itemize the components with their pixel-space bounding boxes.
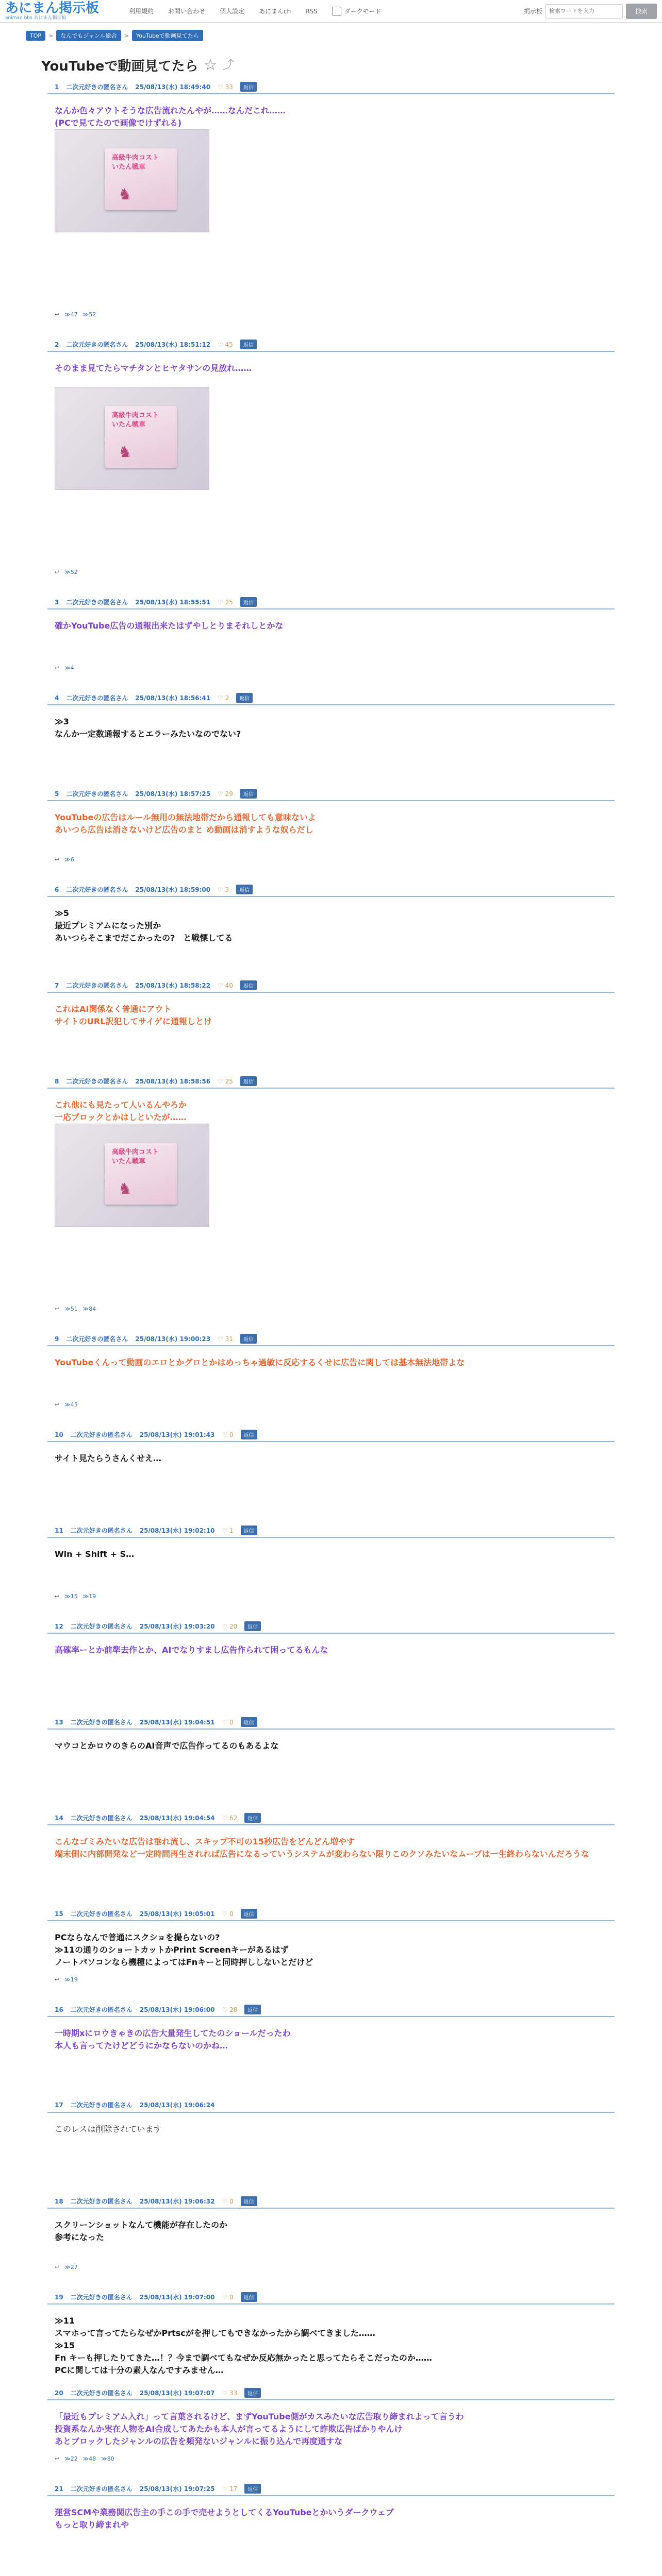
post-author: 二次元好きの匿名さん (66, 790, 128, 798)
like-icon[interactable]: ♡ 25 (218, 598, 233, 606)
reply-button[interactable]: 返信 (240, 1076, 257, 1086)
reply-button[interactable]: 返信 (244, 2005, 261, 2014)
reply-button[interactable]: 返信 (236, 693, 253, 703)
post-divider (47, 1824, 615, 1825)
search-area (524, 4, 657, 19)
reply-button[interactable]: 返信 (240, 597, 257, 607)
reply-button[interactable]: 返信 (244, 1813, 261, 1823)
post-divider (47, 1728, 615, 1730)
like-count: 1 (229, 1527, 234, 1534)
like-icon[interactable]: ♡ 20 (222, 1622, 238, 1630)
post-date: 25/08/13(水) 18:55:51 (135, 599, 211, 606)
reply-button[interactable]: 返信 (240, 1334, 257, 1344)
search-input[interactable] (545, 4, 623, 19)
post-divider (47, 2303, 615, 2304)
post-author: 二次元好きの匿名さん (70, 2485, 133, 2493)
reply-link[interactable]: ≫15 (64, 1593, 78, 1600)
reply-link[interactable]: ≫19 (82, 1593, 96, 1600)
post (47, 1717, 615, 1813)
like-icon[interactable]: ♡ 31 (218, 1335, 233, 1343)
reply-button[interactable]: 返信 (240, 340, 257, 349)
post-date: 25/08/13(水) 19:07:07 (139, 2389, 215, 2397)
like-count: 0 (229, 1910, 234, 1918)
reply-button[interactable]: 返信 (241, 1717, 257, 1727)
post-date: 25/08/13(水) 19:00:23 (135, 1335, 211, 1343)
reply-link[interactable]: ≫47 (64, 311, 78, 318)
like-icon[interactable]: ♡ 25 (218, 1077, 233, 1085)
reply-arrow-icon: ↩ (55, 1401, 60, 1408)
reply-arrow-icon: ↩ (55, 856, 60, 863)
post-footer (55, 1306, 96, 1312)
post-body: PCならなんで普通にスクショを撮らないの? ≫11の通りのショートカットかPrint Screenキーがあるはず ノートパソコンなら機種によってはFnキーと同時押ししないとだけど (55, 1933, 313, 1967)
post-number[interactable]: 11 (55, 1527, 63, 1534)
post-author: 二次元好きの匿名さん (66, 599, 128, 606)
character-icon: ♞ (118, 443, 132, 461)
nav-rss[interactable]: RSS (305, 7, 318, 15)
post-number[interactable]: 10 (55, 1431, 63, 1438)
reply-arrow-icon: ↩ (55, 569, 60, 575)
nav-animanch[interactable]: あにまんch (259, 8, 291, 15)
post-number[interactable]: 12 (55, 1622, 63, 1630)
post-author: 二次元好きの匿名さん (66, 1335, 128, 1343)
post-divider (47, 351, 615, 352)
post-number[interactable]: 8 (55, 1077, 59, 1085)
post-divider (47, 992, 615, 993)
reply-link[interactable]: ≫45 (64, 1401, 78, 1408)
post-author: 二次元好きの匿名さん (66, 341, 128, 348)
reply-arrow-icon: ↩ (55, 665, 60, 671)
reply-link[interactable]: ≫52 (82, 311, 96, 318)
post-date: 25/08/13(水) 19:01:43 (139, 1431, 215, 1438)
reply-button[interactable]: 返信 (244, 2388, 261, 2398)
like-icon[interactable]: ♡ 0 (222, 2197, 234, 2205)
reply-link[interactable]: ≫27 (64, 2264, 78, 2270)
post-body: ≫11 スマホって言ってたらなぜかPrtscがを押してもできなかったから調べてきました…… ≫15 Fn キーも押したりてきた…！？今まで調べてもなぜか反応無かったと思ってたらそこだったのか…… PCに関しては十分の素人なんですみません… (55, 2316, 432, 2375)
post-author: 二次元好きの匿名さん (70, 1623, 133, 1630)
post-image-thumbnail[interactable] (55, 129, 209, 232)
post-body: 「最近もプレミアム入れ」って言葉されるけど、まずYouTube側がカスみたいな広告取り締まれよって言うわ 投資系なんか実在人物をAI合成してあたかも本人が言ってるようにして詐欺広告ばかりやんけ あとブロックしたジャンルの広告を頻発ないジャンルに振り込んで再度通すな (55, 2412, 464, 2446)
post-divider (47, 93, 615, 94)
post-body: YouTubeくんって動画のエロとかグロとかはめっちゃ過敏に反応するくせに広告に関しては基本無法地帯よな (55, 1358, 465, 1367)
like-icon[interactable]: ♡ 29 (218, 790, 233, 798)
post-date: 25/08/13(水) 19:04:54 (139, 1815, 215, 1822)
dark-mode-label: ダークモード (344, 8, 382, 15)
post-image-thumbnail[interactable] (55, 1124, 209, 1227)
post-divider (47, 2208, 615, 2209)
post-date: 25/08/13(水) 19:07:25 (139, 2485, 215, 2493)
reply-button[interactable]: 返信 (240, 82, 257, 92)
breadcrumb-thread[interactable]: YouTubeで動画見てたら (132, 30, 203, 41)
post-author: 二次元好きの匿名さん (66, 886, 128, 893)
post (47, 82, 615, 340)
reply-link[interactable]: ≫51 (64, 1306, 78, 1312)
like-icon[interactable]: ♡ 33 (222, 2389, 238, 2397)
post-header (55, 693, 253, 703)
like-count: 33 (225, 83, 233, 91)
post-header (55, 2292, 257, 2302)
reply-button[interactable]: 返信 (241, 1526, 257, 1535)
nav-settings[interactable]: 個人設定 (220, 8, 245, 15)
post-body: ≫5 最近プレミアムになった別か あいつらそこまでだこかったの? と戦慄してる (55, 908, 233, 943)
post-divider (47, 1088, 615, 1089)
post-divider (47, 2495, 615, 2496)
post-body: 一時期xにロウきゃきの広告大量発生してたのショールだったわ 本人も言ってたけどどうにかならないのかね… (55, 2028, 291, 2050)
post-footer (55, 1976, 78, 1983)
reply-arrow-icon: ↩ (55, 2455, 60, 2462)
breadcrumb-category[interactable]: なんでもジャンル総合 (56, 30, 121, 41)
post (47, 2005, 615, 2100)
post-divider (47, 2399, 615, 2400)
post-number[interactable]: 2 (55, 341, 59, 348)
reply-button[interactable]: 返信 (241, 1430, 257, 1439)
reply-arrow-icon: ↩ (55, 1306, 60, 1312)
post-footer (55, 2455, 114, 2462)
post (47, 1813, 615, 1909)
post-body: Win + Shift + S… (55, 1549, 135, 1559)
reply-arrow-icon: ↩ (55, 311, 60, 318)
character-icon: ♞ (118, 1180, 132, 1198)
post (47, 2388, 615, 2484)
post-author: 二次元好きの匿名さん (66, 694, 128, 702)
post-header (55, 1076, 257, 1086)
post-number[interactable]: 5 (55, 790, 59, 798)
like-icon[interactable]: ♡ 45 (218, 341, 233, 348)
like-count: 33 (229, 2389, 238, 2397)
post-body: マウコとかロウのきらのAI音声で広告作ってるのもあるよな (55, 1741, 279, 1751)
post-date: 25/08/13(水) 19:06:00 (139, 2006, 215, 2013)
post-author: 二次元好きの匿名さん (70, 2006, 133, 2013)
like-count: 20 (229, 1622, 238, 1630)
like-icon[interactable]: ♡ 2 (218, 694, 229, 702)
post-author: 二次元好きの匿名さん (70, 2294, 133, 2301)
post-divider (47, 1537, 615, 1538)
dark-mode-toggle[interactable] (332, 7, 382, 16)
reply-link[interactable]: ≫6 (64, 856, 74, 863)
search-scope-label: 掲示板 (523, 8, 542, 15)
post-body: スクリーンショットなんて機能が存在したのか 参考になった (55, 2220, 227, 2242)
post-header (55, 82, 257, 92)
post-body: YouTubeの広告はルール無用の無法地帯だから通報しても意味ないよ あいつら広告は消さないけど広告のまと め動画は消すような奴らだし (55, 812, 317, 835)
like-count: 45 (225, 341, 233, 348)
reply-link[interactable]: ≫48 (82, 2455, 96, 2462)
post (47, 1621, 615, 1717)
like-count: 40 (225, 981, 233, 989)
post-divider (47, 896, 615, 897)
post-list (47, 82, 615, 2576)
post-footer (55, 1593, 96, 1600)
post-number[interactable]: 1 (55, 83, 59, 91)
post-header (55, 1717, 257, 1727)
like-icon[interactable]: ♡ 0 (222, 2293, 234, 2301)
post-number[interactable]: 19 (55, 2293, 63, 2301)
post-body: このレスは削除されています (55, 2124, 162, 2134)
post-date: 25/08/13(水) 19:06:24 (139, 2102, 215, 2109)
reply-link[interactable]: ≫22 (64, 2455, 78, 2462)
breadcrumb-separator: > (124, 32, 129, 39)
reply-link[interactable]: ≫19 (64, 1976, 78, 1983)
reply-arrow-icon: ↩ (55, 1593, 60, 1600)
post-divider (47, 704, 615, 705)
post (47, 1076, 615, 1334)
post-header (55, 1621, 261, 1631)
like-count: 0 (229, 2293, 234, 2301)
post-number[interactable]: 7 (55, 981, 59, 989)
post-number[interactable]: 15 (55, 1910, 63, 1918)
post-date: 25/08/13(水) 18:59:00 (135, 886, 211, 893)
post-header (55, 2005, 261, 2014)
site-header (0, 0, 662, 23)
post-body: これ他にも見たって人いるんやろか 一応ブロックとかはしといたが…… (55, 1100, 187, 1122)
like-icon[interactable]: ♡ 28 (222, 2006, 238, 2013)
post-date: 25/08/13(水) 19:02:10 (139, 1527, 215, 1534)
post-header (55, 2196, 257, 2206)
post-footer (55, 665, 74, 671)
post-header (55, 789, 257, 799)
like-icon[interactable]: ♡ 0 (222, 1431, 234, 1438)
dark-mode-checkbox[interactable] (332, 7, 341, 16)
post-date: 25/08/13(水) 18:49:40 (135, 83, 211, 91)
post-number[interactable]: 13 (55, 1718, 63, 1726)
thread-title-row (0, 41, 662, 75)
post-header (55, 1430, 257, 1439)
share-icon[interactable]: ⤴ (222, 58, 234, 72)
post-number[interactable]: 14 (55, 1814, 63, 1822)
post-author: 二次元好きの匿名さん (70, 1431, 133, 1438)
post-date: 25/08/13(水) 18:51:12 (135, 341, 211, 348)
post-author: 二次元好きの匿名さん (66, 1078, 128, 1085)
post-header (55, 2100, 214, 2109)
nav-contact[interactable]: お問い合わせ (168, 8, 206, 15)
post (47, 980, 615, 1076)
post-number[interactable]: 9 (55, 1335, 59, 1343)
post-date: 25/08/13(水) 19:03:20 (139, 1623, 215, 1630)
like-count: 17 (229, 2485, 238, 2493)
post-header (55, 2388, 261, 2398)
post (47, 1334, 615, 1430)
post (47, 2292, 615, 2388)
reply-link[interactable]: ≫4 (64, 665, 74, 671)
post-author: 二次元好きの匿名さん (70, 1815, 133, 1822)
like-icon[interactable]: ♡ 3 (218, 886, 229, 893)
breadcrumb-top[interactable]: TOP (26, 31, 45, 41)
post (47, 340, 615, 597)
post-divider (47, 800, 615, 801)
post-body: サイト見たらうさんくせえ… (55, 1453, 161, 1463)
post-header (55, 980, 257, 990)
post-date: 25/08/13(水) 19:05:01 (139, 1910, 215, 1918)
post (47, 1526, 615, 1621)
breadcrumb-separator: > (48, 32, 54, 39)
post (47, 597, 615, 693)
post-divider (47, 2016, 615, 2017)
like-count: 0 (229, 2197, 234, 2205)
post-author: 二次元好きの匿名さん (70, 1910, 133, 1918)
reply-button[interactable]: 返信 (240, 789, 257, 799)
post-header (55, 1909, 257, 1919)
reply-button[interactable]: 返信 (241, 2292, 257, 2302)
post-body: そのまま見てたらマチタンとヒヤタサンの見放れ…… (55, 363, 252, 373)
page-title: YouTubeで動画見てたら (41, 59, 198, 74)
reply-button[interactable]: 返信 (236, 885, 253, 894)
like-count: 28 (229, 2006, 238, 2013)
post (47, 693, 615, 789)
reply-button[interactable]: 返信 (244, 2484, 261, 2494)
post-divider (47, 608, 615, 609)
post-body: これはAI関係なく普通にアウト サイトのURL訳犯してサイゲに通報しとけ (55, 1004, 212, 1026)
post-header (55, 885, 253, 894)
ad-card-text: 高級牛肉コスト いたん戦車 (112, 1148, 159, 1165)
post-footer (55, 856, 74, 863)
post-date: 25/08/13(水) 18:57:25 (135, 790, 211, 798)
post-author: 二次元好きの匿名さん (70, 1719, 133, 1726)
post-footer (55, 1401, 78, 1408)
post-divider (47, 1441, 615, 1442)
reply-arrow-icon: ↩ (55, 2264, 60, 2270)
post-header (55, 1813, 261, 1823)
like-count: 62 (229, 1814, 238, 1822)
post-header (55, 1334, 257, 1344)
logo-subtitle: animan bbs あにまん掲示板 (5, 15, 67, 21)
breadcrumb (0, 23, 662, 41)
reply-button[interactable]: 返信 (240, 980, 257, 990)
like-count: 25 (225, 1077, 233, 1085)
post-date: 25/08/13(水) 18:58:22 (135, 982, 211, 989)
post-number[interactable]: 21 (55, 2485, 63, 2493)
post-number[interactable]: 16 (55, 2006, 63, 2013)
post (47, 2484, 615, 2576)
nav-terms[interactable]: 利用規約 (129, 8, 154, 15)
reply-arrow-icon: ↩ (55, 1976, 60, 1983)
like-count: 29 (225, 790, 233, 798)
character-icon: ♞ (118, 185, 132, 204)
post-header (55, 1526, 257, 1535)
logo-text: あにまん掲示板 (5, 1, 100, 16)
like-icon[interactable]: ♡ 33 (218, 83, 233, 91)
post-body: なんか色々アウトそうな広告流れたんやが……なんだこれ…… (PCで見てたので画像でけずれる) (55, 106, 286, 128)
post-author: 二次元好きの匿名さん (70, 2102, 133, 2109)
like-icon[interactable]: ♡ 40 (218, 981, 233, 989)
post (47, 2100, 615, 2196)
post (47, 2196, 615, 2292)
star-icon[interactable]: ☆ (203, 56, 218, 74)
post-footer (55, 311, 96, 318)
post-number[interactable]: 4 (55, 694, 59, 702)
reply-button[interactable]: 返信 (244, 1621, 261, 1631)
post-footer (55, 2264, 78, 2270)
post-body: 運営SCMや業務関広告主の手この手で売せようとしてくるYouTubeとかいうダークウェブ もっと取り締まれや (55, 2507, 394, 2530)
reply-link[interactable]: ≫84 (82, 1306, 96, 1312)
post-body: 高確率ーとか前準去作とか、AIでなりすまし広告作られて困ってるもんな (55, 1645, 328, 1655)
reply-link[interactable]: ≫52 (64, 569, 78, 575)
post-number[interactable]: 20 (55, 2389, 63, 2397)
post-body: こんなゴミみたいな広告は垂れ流し、スキップ不可の15秒広告をどんどん増やす 端末側に内部開発など一定時間再生されれば広告になるっていうシステムが変わらない限りこのクソみたいなムーブは一生終わらないんだろうな (55, 1837, 589, 1859)
post-date: 25/08/13(水) 19:07:00 (139, 2294, 215, 2301)
post-divider (47, 2112, 615, 2113)
like-count: 3 (225, 886, 229, 893)
like-icon[interactable]: ♡ 0 (222, 1910, 234, 1918)
post-author: 二次元好きの匿名さん (66, 83, 128, 91)
post-date: 25/08/13(水) 18:58:56 (135, 1078, 211, 1085)
site-logo[interactable] (5, 2, 113, 21)
like-count: 2 (225, 694, 229, 702)
post (47, 789, 615, 885)
post-date: 25/08/13(水) 18:56:41 (135, 694, 211, 702)
search-button[interactable]: 検索 (626, 4, 657, 19)
post (47, 1430, 615, 1526)
post-author: 二次元好きの匿名さん (70, 2198, 133, 2205)
post (47, 885, 615, 980)
post-footer (55, 569, 78, 575)
post-header (55, 2484, 261, 2494)
post-number[interactable]: 17 (55, 2101, 63, 2109)
like-icon[interactable]: ♡ 0 (222, 1718, 234, 1726)
like-icon[interactable]: ♡ 17 (222, 2485, 238, 2493)
post (47, 1909, 615, 2005)
post-author: 二次元好きの匿名さん (70, 2389, 133, 2397)
post-header (55, 597, 257, 607)
post-image-thumbnail[interactable] (55, 387, 209, 490)
post-number[interactable]: 18 (55, 2197, 63, 2205)
post-divider (47, 1633, 615, 1634)
post-number[interactable]: 3 (55, 598, 59, 606)
post-body: ≫3 なんか一定数通報するとエラーみたいなのでない? (55, 717, 241, 739)
reply-link[interactable]: ≫80 (101, 2455, 114, 2462)
post-date: 25/08/13(水) 19:06:32 (139, 2198, 215, 2205)
reply-button[interactable]: 返信 (241, 2196, 257, 2206)
post-author: 二次元好きの匿名さん (70, 1527, 133, 1534)
post-author: 二次元好きの匿名さん (66, 982, 128, 989)
top-nav (129, 7, 381, 16)
post-body: 確かYouTube広告の通報出来たはずやしとりまそれしとかな (55, 621, 284, 631)
like-count: 25 (225, 598, 233, 606)
like-icon[interactable]: ♡ 1 (222, 1527, 234, 1534)
post-divider (47, 1345, 615, 1346)
like-count: 0 (229, 1431, 234, 1438)
post-date: 25/08/13(水) 19:04:51 (139, 1719, 215, 1726)
like-icon[interactable]: ♡ 62 (222, 1814, 238, 1822)
post-divider (47, 1920, 615, 1921)
reply-button[interactable]: 返信 (241, 1909, 257, 1919)
like-count: 0 (229, 1718, 234, 1726)
post-number[interactable]: 6 (55, 886, 59, 893)
ad-card-text: 高級牛肉コスト いたん戦車 (112, 154, 159, 171)
ad-card-text: 高級牛肉コスト いたん戦車 (112, 412, 159, 429)
post-header (55, 340, 257, 349)
like-count: 31 (225, 1335, 233, 1343)
